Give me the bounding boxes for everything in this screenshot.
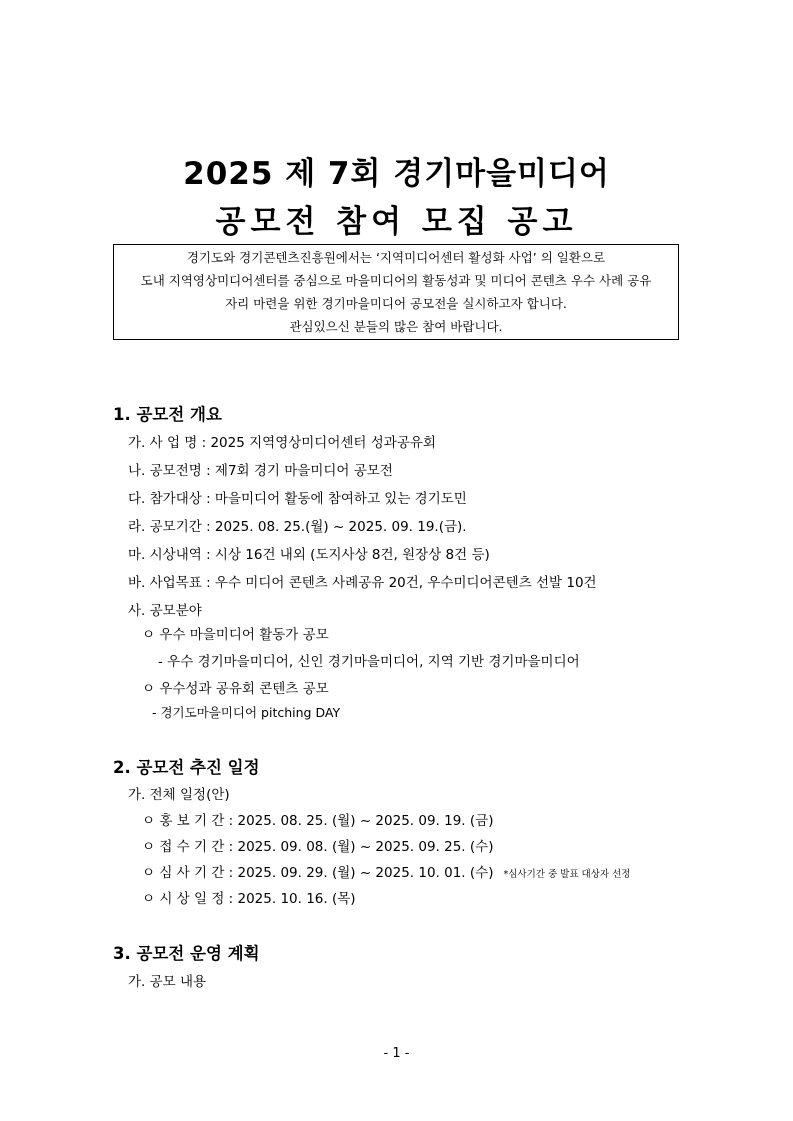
section3-heading: 3. 공모전 운영 계획 xyxy=(113,944,260,963)
intro-line: 경기도와 경기콘텐츠진흥원에서는 ‘지역미디어센터 활성화 사업’ 의 일환으로 xyxy=(186,250,606,265)
section1-heading: 1. 공모전 개요 xyxy=(113,405,222,424)
intro-box xyxy=(113,244,679,340)
overview-item: 나. 공모전명 : 제7회 경기 마을미디어 공모전 xyxy=(128,463,393,479)
plan-subheading: 가. 공모 내용 xyxy=(128,974,207,990)
intro-line: 관심있으신 분들의 많은 참여 바랍니다. xyxy=(289,319,503,334)
intro-line: 자리 마련을 위한 경기마을미디어 공모전을 실시하고자 합니다. xyxy=(225,296,567,311)
overview-item: 바. 사업목표 : 우수 미디어 콘텐츠 사례공유 20건, 우수미디어콘텐츠 선발 10건 xyxy=(128,575,597,591)
field-item: ㅇ 우수성과 공유회 콘텐츠 공모 xyxy=(142,681,329,697)
schedule-item: ㅇ 접 수 기 간 : 2025. 09. 08. (월) ~ 2025. 09. 25. (수) xyxy=(142,839,494,855)
overview-item: 라. 공모기간 : 2025. 08. 25.(월) ~ 2025. 09. 19.(금). xyxy=(128,519,467,535)
overview-item: 사. 공모분야 xyxy=(128,603,202,619)
overview-item: 다. 참가대상 : 마을미디어 활동에 참여하고 있는 경기도민 xyxy=(128,491,467,507)
field-item: ㅇ 우수 마을미디어 활동가 공모 xyxy=(142,627,329,643)
schedule-item: ㅇ 홍 보 기 간 : 2025. 08. 25. (월) ~ 2025. 09. 19. (금) xyxy=(142,813,494,829)
document-title-line2: 공모전 참여 모집 공고 xyxy=(215,204,578,240)
intro-line: 도내 지역영상미디어센터를 중심으로 마을미디어의 활동성과 및 미디어 콘텐츠 우수 사례 공유 xyxy=(140,273,652,288)
field-subitem: - 경기도마을미디어 pitching DAY xyxy=(152,705,341,720)
overview-item: 마. 시상내역 : 시상 16건 내외 (도지사상 8건, 원장상 8건 등) xyxy=(128,547,490,563)
schedule-item xyxy=(142,861,630,881)
schedule-subheading: 가. 전체 일정(안) xyxy=(128,787,230,803)
schedule-item-text: ㅇ 심 사 기 간 : 2025. 09. 29. (월) ~ 2025. 10. 01. (수) xyxy=(142,865,494,881)
review-note: *심사기간 중 발표 대상자 선정 xyxy=(503,869,631,880)
schedule-item: ㅇ 시 상 일 정 : 2025. 10. 16. (목) xyxy=(142,891,356,907)
field-subitem: - 우수 경기마을미디어, 신인 경기마을미디어, 지역 기반 경기마을미디어 xyxy=(158,654,580,670)
page-number: - 1 - xyxy=(383,1046,410,1061)
document-title-line1: 2025 제 7회 경기마을미디어 xyxy=(183,156,610,192)
overview-item: 가. 사 업 명 : 2025 지역영상미디어센터 성과공유회 xyxy=(128,435,436,451)
section2-heading: 2. 공모전 추진 일정 xyxy=(113,758,260,777)
